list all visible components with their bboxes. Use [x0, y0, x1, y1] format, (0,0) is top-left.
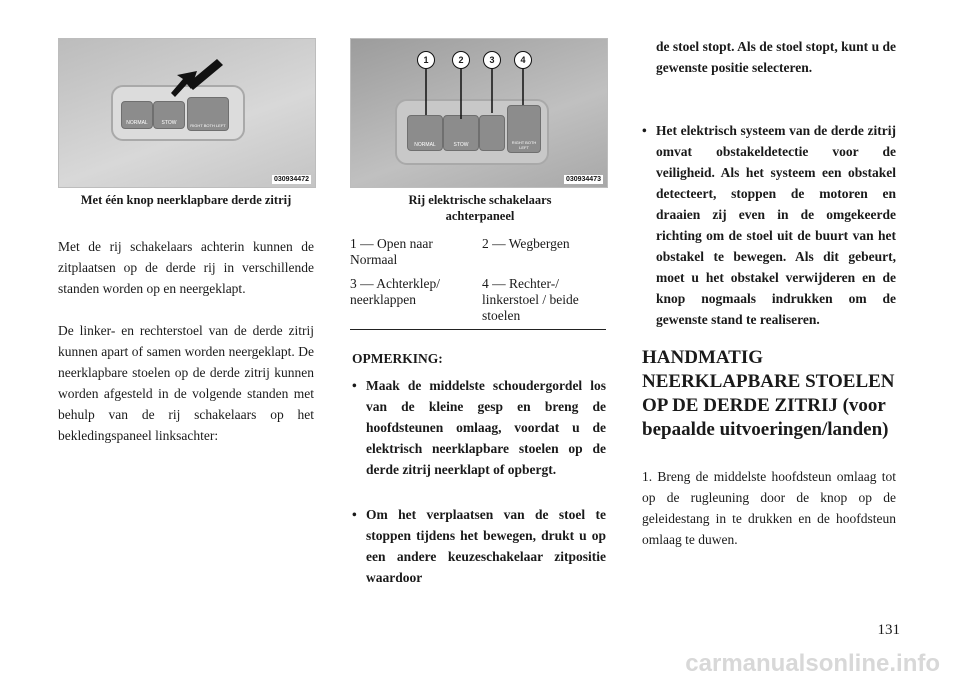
body-paragraph: De linker- en rechterstoel van de derde zitrij kunnen apart of samen worden neergeklapt. De neerklapbare stoelen op de derde zitrij kunnen worden afgesteld in de volgende standen met behulp van de rij schakelaars op het bekledingspaneel linksachter: — [58, 323, 314, 443]
figure-code: 030934472 — [273, 176, 309, 183]
page-number: 131 — [877, 622, 900, 638]
left-figure-photo — [58, 38, 316, 188]
obstacle-bullet — [642, 120, 896, 330]
table-rule — [350, 329, 606, 330]
continuation-text: de stoel stopt. Als de stoel stopt, kunt u de gewenste positie selecteren. — [656, 39, 896, 75]
middle-figure-photo — [350, 38, 608, 188]
normal-switch: NORMAL — [121, 101, 153, 129]
note-title: OPMERKING: — [352, 351, 443, 366]
callout-3: 3 — [483, 51, 501, 69]
legend-item-2: 2 — Wegbergen — [482, 236, 570, 251]
figure-code: 030934473 — [565, 176, 601, 183]
step-1-paragraph: 1. Breng de middelste hoofdsteun omlaag tot op de rugleuning door de knop op de geleidestang in te drukken en de hoofdsteun omlaag te duwen. — [642, 469, 896, 547]
stow-switch: STOW — [153, 101, 185, 129]
middle-figure-caption: Rij elektrische schakelaars achterpaneel — [408, 193, 552, 223]
callout-1: 1 — [417, 51, 435, 69]
arrow-icon — [167, 57, 227, 97]
bullet-dot: • — [352, 507, 357, 522]
legend-item-4: 4 — Rechter-/ linkerstoel / beide stoelen — [482, 276, 579, 323]
callout-4: 4 — [514, 51, 532, 69]
callout-2: 2 — [452, 51, 470, 69]
legend-table — [350, 236, 606, 330]
right-both-left-switch: RIGHT BOTH LEFT — [187, 97, 229, 131]
callout-lines — [351, 39, 607, 187]
note-bullet-1 — [352, 375, 606, 480]
note-bullet-text: Om het verplaatsen van de stoel te stoppen tijdens het bewegen, drukt u op een andere keuzeschakelaar zitpositie waardoor — [366, 507, 606, 585]
stow-switch: STOW — [443, 115, 479, 151]
note-bullet-text: Maak de middelste schoudergordel los van de kleine gesp en breng de hoofdsteunen omlaag, voordat u de elektrisch neerklapbare stoelen op de derde zitrij neerklapt of opbergt. — [366, 378, 606, 477]
section-heading: HANDMATIG NEERKLAPBARE STOELEN OP DE DERDE ZITRIJ (voor bepaalde uitvoeringen/landen) — [642, 347, 895, 440]
right-both-left-switch: RIGHT BOTH LEFT — [507, 105, 541, 153]
bullet-dot: • — [642, 123, 647, 138]
legend-item-3: 3 — Achterklep/ neerklappen — [350, 276, 440, 307]
normal-switch: NORMAL — [407, 115, 443, 151]
obstacle-bullet-text: Het elektrisch systeem van de derde zitrij omvat obstakeldetectie voor de veiligheid. Als het systeem een obstakel detecteert, stoppen de motoren en draaien zij even in de omgekeerde richting om de stoel uit de buurt van het obstakel te bewegen. Als dit gebeurt, moet u het obstakel verwijderen en de knop nogmaals indrukken om de gewenste stand te realiseren. — [656, 123, 896, 327]
legend-item-1: 1 — Open naar Normaal — [350, 236, 433, 267]
watermark: carmanualsonline.info — [685, 650, 940, 677]
note-bullet-2 — [352, 504, 606, 588]
left-figure-caption: Met één knop neerklapbare derde zitrij — [80, 193, 292, 207]
bullet-dot: • — [352, 378, 357, 393]
intro-paragraph: Met de rij schakelaars achterin kunnen de zitplaatsen op de derde rij in verschillende standen worden op en neergeklapt. — [58, 239, 314, 296]
